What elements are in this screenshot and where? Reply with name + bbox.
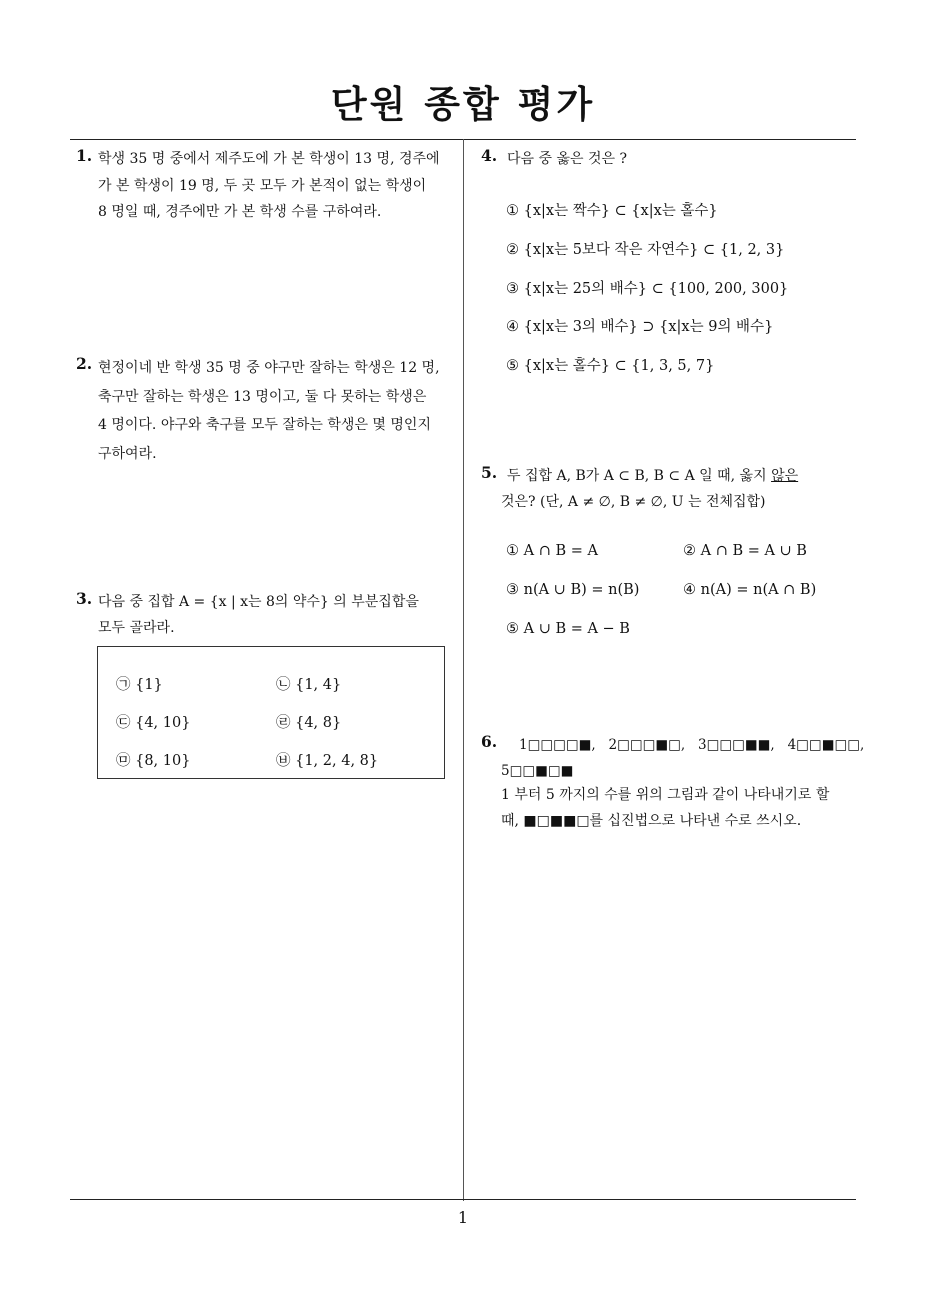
choice-option: ① A ∩ B = A [506, 543, 598, 559]
page-number: 1 [457, 1208, 469, 1227]
choice-option: ② {x|x는 5보다 작은 자연수} ⊂ {1, 2, 3} [506, 242, 785, 258]
choice-option: ㉡ {1, 4} [276, 677, 342, 693]
choice-option: ㉤ {8, 10} [116, 753, 191, 769]
question-number: 2. [76, 354, 93, 373]
choice-option: ④ n(A) = n(A ∩ B) [683, 582, 817, 598]
choice-option: ⑤ {x|x는 홀수} ⊂ {1, 3, 5, 7} [506, 358, 715, 374]
question-text-line: 1 부터 5 까지의 수를 위의 그림과 같이 나타내기로 할 [501, 787, 830, 803]
question-text-line: 현정이네 반 학생 35 명 중 야구만 잘하는 학생은 12 명, [98, 360, 440, 376]
choice-option: ② A ∩ B = A ∪ B [683, 543, 807, 559]
question-text-line: 축구만 잘하는 학생은 13 명이고, 둘 다 못하는 학생은 [98, 388, 427, 405]
choice-option: ① {x|x는 짝수} ⊂ {x|x는 홀수} [506, 203, 718, 219]
question-text-line: 8 명일 때, 경주에만 가 본 학생 수를 구하여라. [98, 204, 382, 220]
code-sequence: 5□□■□■ [501, 763, 574, 779]
choice-option: ㉢ {4, 10} [116, 715, 191, 731]
choice-option: ④ {x|x는 3의 배수} ⊃ {x|x는 9의 배수} [506, 319, 774, 335]
choice-option: ③ {x|x는 25의 배수} ⊂ {100, 200, 300} [506, 281, 789, 297]
question-number: 5. [481, 463, 498, 482]
choice-option: ⑤ A ∪ B = A − B [506, 621, 630, 637]
code-sequence: 1□□□□■, 2□□□■□, 3□□□■■, 4□□■□□, [519, 737, 865, 753]
question-text-line: 가 본 학생이 19 명, 두 곳 모두 가 본적이 없는 학생이 [98, 177, 427, 194]
underlined-negation: 않은 [771, 468, 799, 484]
question-number: 6. [481, 732, 498, 751]
question-text-line: 때, ■□■■□를 십진법으로 나타낸 수로 쓰시오. [501, 813, 802, 829]
column-divider [463, 139, 464, 1201]
question-number: 1. [76, 146, 93, 165]
answer-choices-box [97, 646, 445, 779]
question-text-line: 다음 중 집합 A = {x | x는 8의 약수} 의 부분집합을 [98, 594, 419, 610]
question-text-line: 4 명이다. 야구와 축구를 모두 잘하는 학생은 몇 명인지 [98, 417, 431, 433]
choice-option: ㉣ {4, 8} [276, 715, 342, 731]
question-text-line: 구하여라. [98, 445, 157, 462]
footer-rule [70, 1199, 856, 1200]
question-number: 3. [76, 589, 93, 608]
page-title: 단원 종합 평가 [330, 83, 596, 126]
choice-option: ㉥ {1, 2, 4, 8} [276, 753, 379, 769]
question-text-line [507, 463, 798, 489]
question-text: 두 집합 A, B가 A ⊂ B, B ⊂ A 일 때, 옳지 [507, 468, 772, 484]
choice-option: ③ n(A ∪ B) = n(B) [506, 582, 640, 598]
question-text-line: 것은? (단, A ≠ ∅, B ≠ ∅, U 는 전체집합) [501, 494, 766, 510]
question-text-line: 학생 35 명 중에서 제주도에 가 본 학생이 13 명, 경주에 [98, 151, 440, 167]
question-stem: 다음 중 옳은 것은 ? [507, 151, 627, 167]
question-number: 4. [481, 146, 498, 165]
question-text-line: 모두 골라라. [98, 620, 175, 636]
choice-option: ㉠ {1} [116, 677, 163, 693]
